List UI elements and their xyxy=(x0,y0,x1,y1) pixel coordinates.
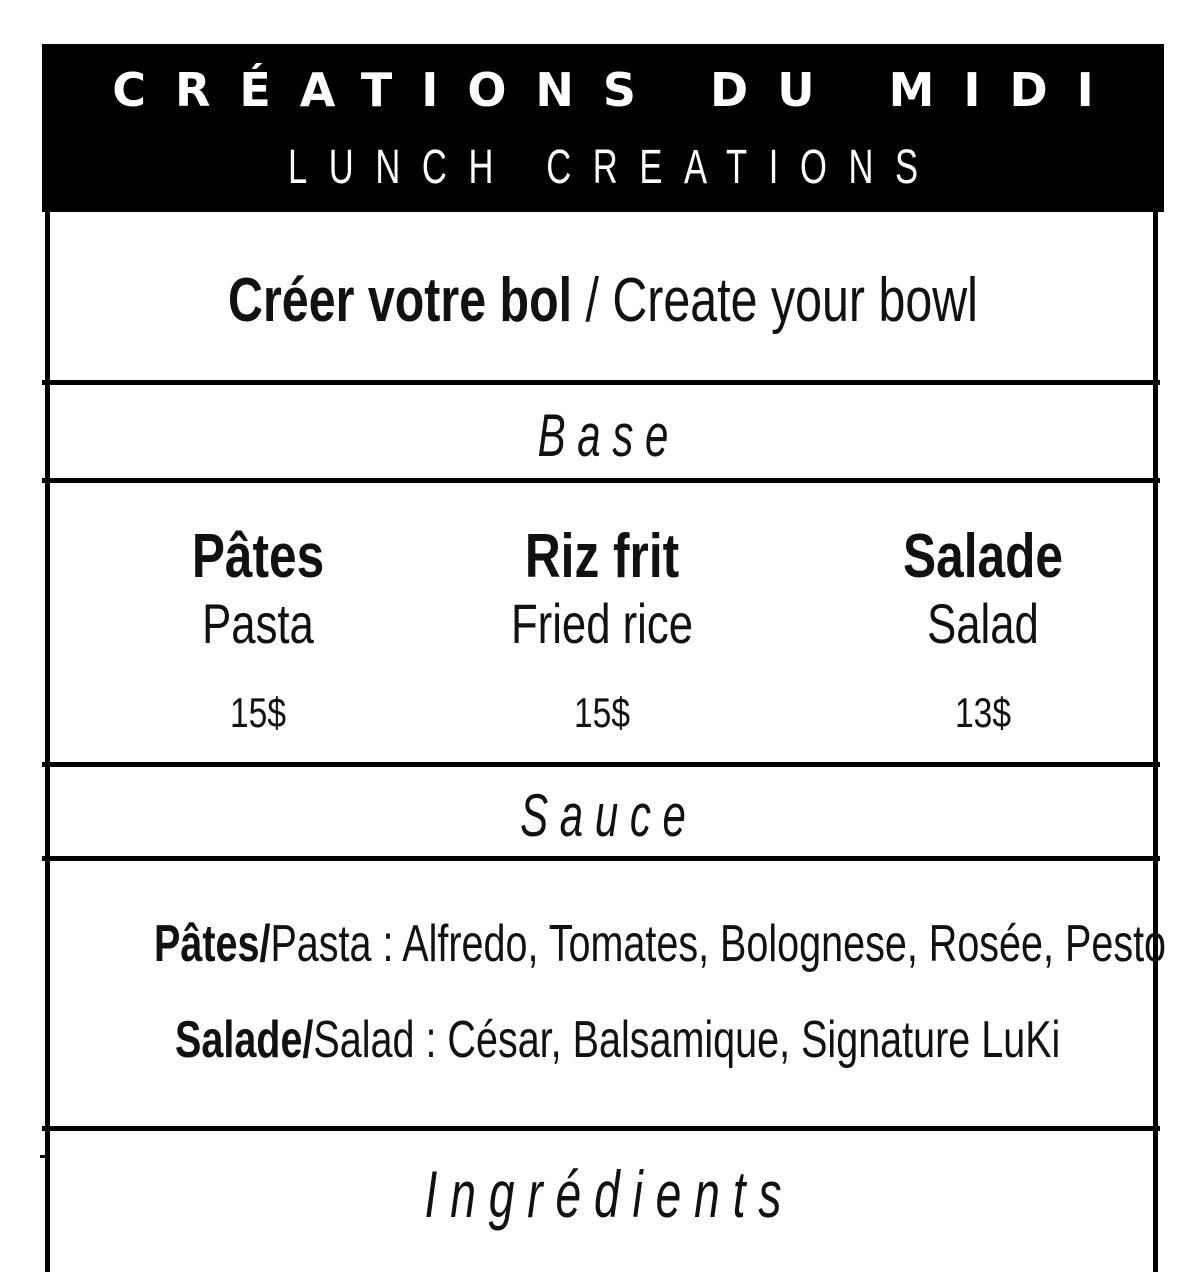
base-option-pasta xyxy=(108,524,408,738)
base-price: 15$ xyxy=(573,689,631,736)
base-name-fr: Salade xyxy=(903,522,1063,591)
base-name-en: Pasta xyxy=(202,592,314,655)
sauce-line-items: Salad : César, Balsamique, Signature LuKi xyxy=(313,1011,1061,1069)
lunch-menu xyxy=(42,44,1167,1244)
sauce-line-label: Pâtes/ xyxy=(154,915,271,973)
section-title-ingredients: I n g r é d i e n t s xyxy=(424,1157,782,1231)
sauce-line-label: Salade/ xyxy=(175,1011,314,1069)
divider-rule xyxy=(42,478,1160,483)
create-bowl-separator: / xyxy=(572,266,613,335)
create-bowl-title-en: Create your bowl xyxy=(612,266,978,335)
divider-rule xyxy=(42,380,1160,385)
sauce-line-salad xyxy=(175,1010,1060,1070)
create-bowl-title xyxy=(165,266,1040,336)
sauce-line-pasta xyxy=(154,914,1166,974)
header-title-en: LUNCH CREATIONS xyxy=(287,141,940,194)
divider-rule xyxy=(42,1126,1160,1131)
base-name-en: Fried rice xyxy=(510,592,694,655)
section-title-base: B a s e xyxy=(537,402,669,469)
menu-frame xyxy=(45,212,1158,1272)
margin-mark xyxy=(40,1155,46,1158)
base-price: 13$ xyxy=(954,689,1012,736)
menu-header xyxy=(42,44,1164,212)
base-option-fried-rice xyxy=(452,524,752,738)
base-name-fr: Pâtes xyxy=(191,522,325,591)
divider-rule xyxy=(42,856,1160,861)
section-title-sauce: S a u c e xyxy=(520,782,686,849)
base-price: 15$ xyxy=(229,689,287,736)
base-option-salad xyxy=(833,524,1133,738)
divider-rule xyxy=(42,762,1160,767)
base-name-en: Salad xyxy=(927,592,1039,655)
base-name-fr: Riz frit xyxy=(524,522,680,591)
header-title-fr: CRÉATIONS DU MIDI xyxy=(112,63,1123,117)
sauce-line-items: Pasta : Alfredo, Tomates, Bolognese, Rosée, Pesto xyxy=(270,915,1167,973)
create-bowl-title-fr: Créer votre bol xyxy=(228,266,573,335)
